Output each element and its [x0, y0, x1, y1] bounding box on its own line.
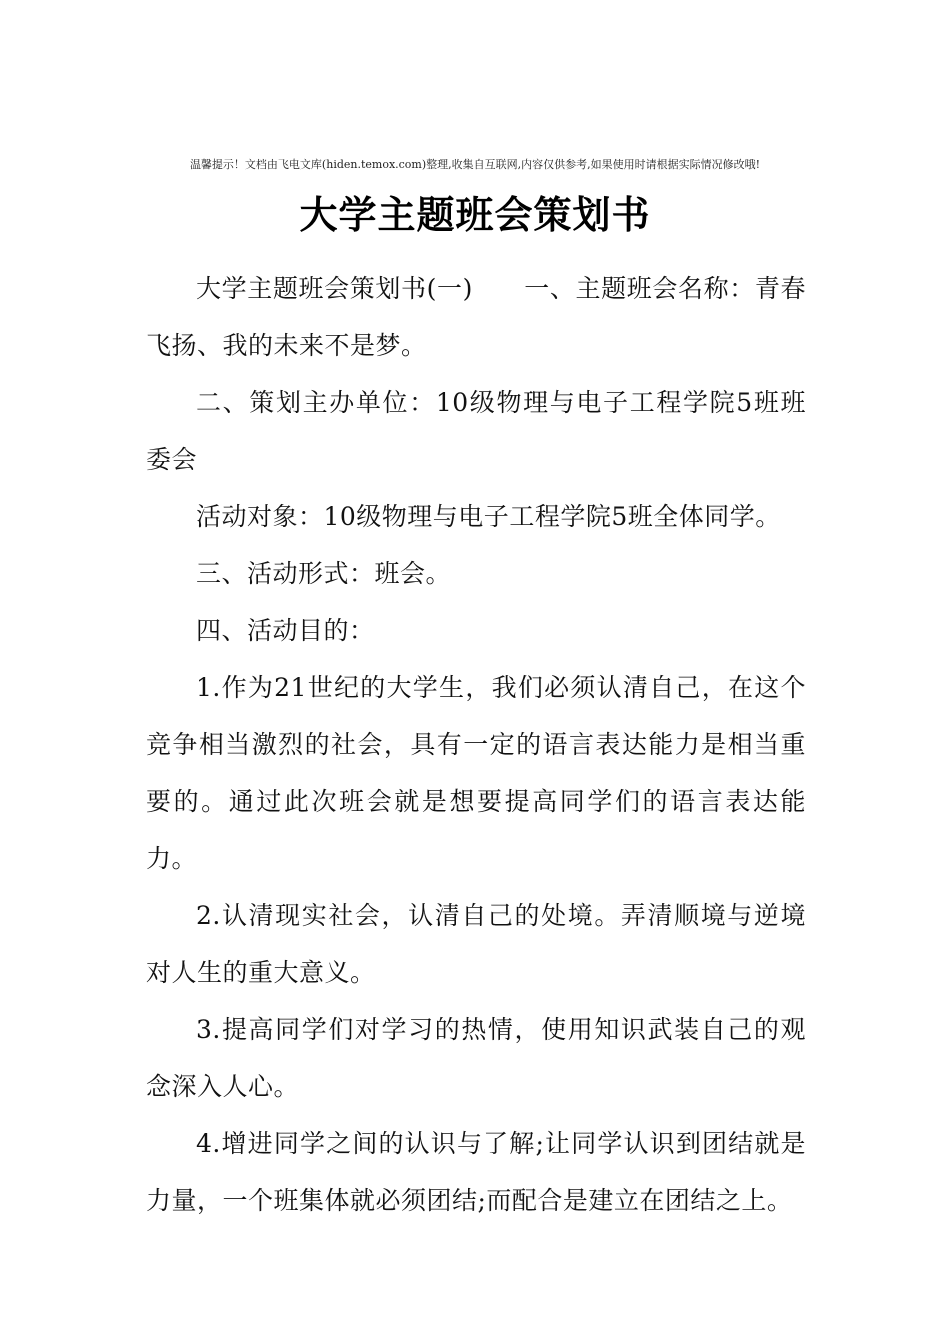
- paragraph-audience: 活动对象：10级物理与电子工程学院5班全体同学。: [196, 502, 781, 531]
- document-title: 大学主题班会策划书: [299, 193, 651, 237]
- paragraph-intro: 大学主题班会策划书(一) 一、主题班会名称：青春飞扬、我的未来不是梦。: [146, 274, 806, 360]
- download-notice: 温馨提示！文档由飞电文库(hiden.temox.com)整理,收集自互联网,内容仅供参考,如果使用时请根据实际情况修改哦!: [189, 158, 761, 171]
- paragraph-purpose-1: 1.作为21世纪的大学生，我们必须认清自己，在这个竞争相当激烈的社会，具有一定的语言表达能力是相当重要的。通过此次班会就是想要提高同学们的语言表达能力。: [146, 673, 806, 873]
- paragraph-purpose-heading: 四、活动目的：: [196, 616, 375, 645]
- document-body: [146, 260, 806, 1229]
- paragraph-purpose-3: 3.提高同学们对学习的热情，使用知识武装自己的观念深入人心。: [146, 1015, 806, 1101]
- paragraph-format: 三、活动形式：班会。: [196, 559, 452, 588]
- paragraph-organizer: 二、策划主办单位：10级物理与电子工程学院5班班委会: [146, 388, 806, 474]
- paragraph-purpose-4: 4.增进同学之间的认识与了解;让同学认识到团结就是力量，一个班集体就必须团结;而配合是建立在团结之上。: [146, 1129, 806, 1215]
- paragraph-purpose-2: 2.认清现实社会，认清自己的处境。弄清顺境与逆境对人生的重大意义。: [146, 901, 806, 987]
